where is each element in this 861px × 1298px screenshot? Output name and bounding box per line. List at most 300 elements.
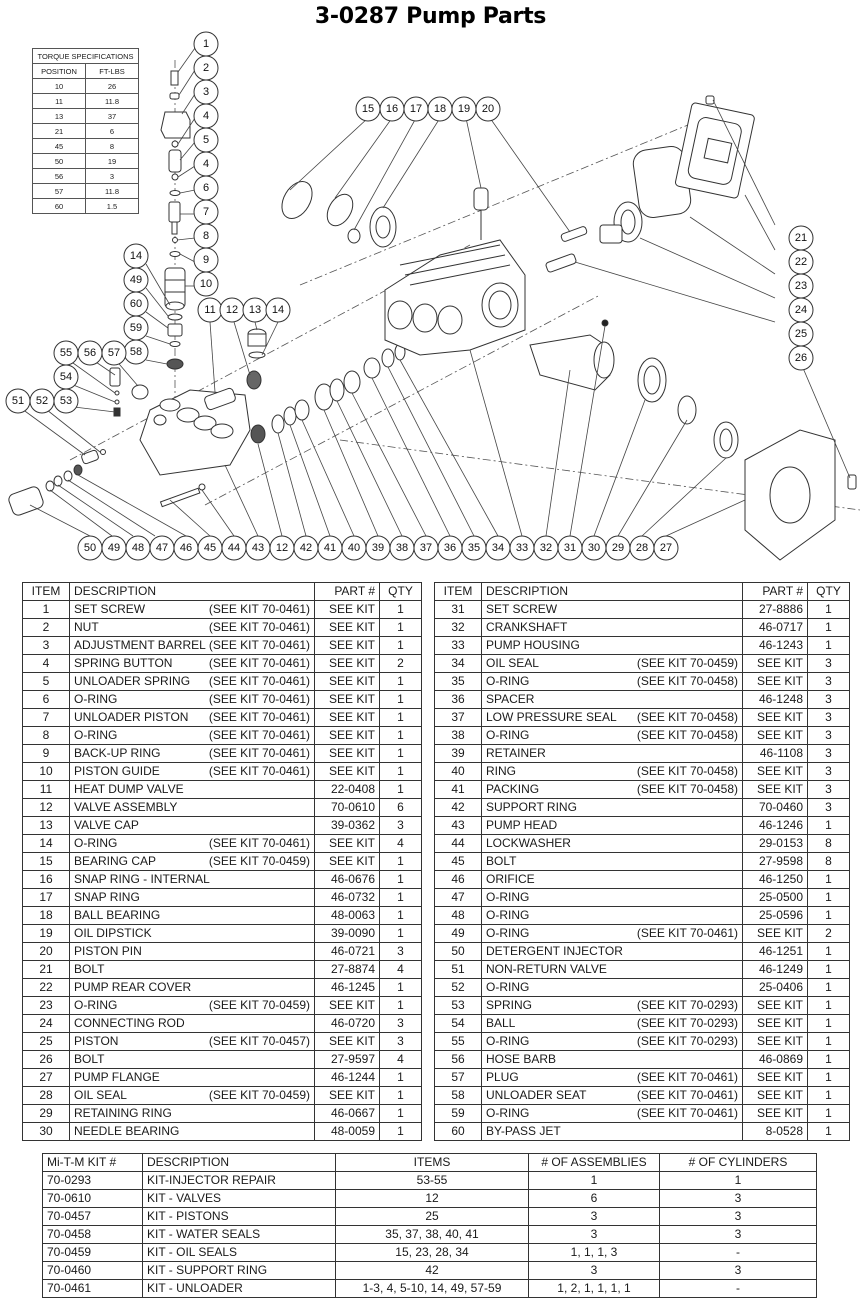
kit-reference: (SEE KIT 70-0459) bbox=[208, 854, 310, 868]
parts-row bbox=[435, 943, 850, 961]
parts-row bbox=[435, 907, 850, 925]
kit-row bbox=[43, 1280, 817, 1298]
kit-reference: (SEE KIT 70-0293) bbox=[636, 1016, 738, 1030]
callout-51 bbox=[6, 389, 30, 413]
part-number: 46-1248 bbox=[743, 691, 808, 709]
item-number: 55 bbox=[435, 1033, 482, 1051]
part-number: 70-0460 bbox=[743, 799, 808, 817]
item-description-cell bbox=[482, 853, 743, 871]
item-quantity: 8 bbox=[808, 835, 850, 853]
item-quantity: 1 bbox=[380, 763, 422, 781]
parts-row bbox=[435, 997, 850, 1015]
kits-table bbox=[42, 1153, 817, 1298]
callout-48 bbox=[126, 536, 150, 560]
part-number: 48-0059 bbox=[315, 1123, 380, 1141]
item-description-cell bbox=[70, 853, 315, 871]
item-quantity: 1 bbox=[380, 1105, 422, 1123]
svg-text:26: 26 bbox=[794, 352, 808, 364]
item-description-cell bbox=[482, 925, 743, 943]
item-quantity: 3 bbox=[380, 943, 422, 961]
item-description: BOLT bbox=[486, 854, 517, 868]
item-description-cell bbox=[482, 817, 743, 835]
kit-number: 70-0458 bbox=[43, 1226, 143, 1244]
parts-row bbox=[23, 781, 422, 799]
svg-text:38: 38 bbox=[395, 542, 409, 554]
description-wrap bbox=[486, 889, 738, 906]
col-header-items: ITEMS bbox=[336, 1154, 529, 1172]
item-description: HEAT DUMP VALVE bbox=[74, 782, 184, 796]
kit-reference: (SEE KIT 70-0461) bbox=[208, 710, 310, 724]
item-description: RETAINER bbox=[486, 746, 546, 760]
svg-text:22: 22 bbox=[794, 256, 808, 268]
callout-49 bbox=[124, 268, 148, 292]
item-number: 53 bbox=[435, 997, 482, 1015]
part-number: 29-0153 bbox=[743, 835, 808, 853]
parts-row bbox=[435, 781, 850, 799]
item-description-cell bbox=[482, 1069, 743, 1087]
parts-row bbox=[23, 1033, 422, 1051]
callout-25 bbox=[789, 322, 813, 346]
part-number: SEE KIT bbox=[315, 745, 380, 763]
svg-text:20: 20 bbox=[481, 103, 495, 115]
torque-position: 10 bbox=[33, 79, 86, 94]
item-number: 4 bbox=[23, 655, 70, 673]
description-wrap bbox=[486, 655, 738, 672]
part-number: 46-0732 bbox=[315, 889, 380, 907]
item-quantity: 3 bbox=[808, 763, 850, 781]
item-description: LOCKWASHER bbox=[486, 836, 571, 850]
item-number: 15 bbox=[23, 853, 70, 871]
kit-reference: (SEE KIT 70-0461) bbox=[208, 674, 310, 688]
col-header-assemblies: # OF ASSEMBLIES bbox=[529, 1154, 660, 1172]
parts-row bbox=[435, 889, 850, 907]
callout-59 bbox=[124, 316, 148, 340]
item-description: SPRING BUTTON bbox=[74, 656, 173, 670]
svg-text:6: 6 bbox=[202, 182, 210, 194]
parts-row bbox=[435, 817, 850, 835]
item-description: O-RING bbox=[486, 1034, 530, 1048]
svg-text:3: 3 bbox=[202, 86, 210, 98]
description-wrap bbox=[74, 1015, 310, 1032]
torque-position: 57 bbox=[33, 184, 86, 199]
parts-row bbox=[23, 727, 422, 745]
item-description-cell bbox=[70, 1069, 315, 1087]
part-number: SEE KIT bbox=[743, 1069, 808, 1087]
svg-text:59: 59 bbox=[129, 322, 143, 334]
kit-reference: (SEE KIT 70-0461) bbox=[636, 1070, 738, 1084]
callout-55 bbox=[54, 341, 78, 365]
kit-reference: (SEE KIT 70-0459) bbox=[208, 1088, 310, 1102]
description-wrap bbox=[486, 619, 738, 636]
torque-position: 60 bbox=[33, 199, 86, 214]
callout-20 bbox=[476, 97, 500, 121]
item-description-cell bbox=[70, 691, 315, 709]
torque-row bbox=[33, 79, 139, 94]
kit-reference: (SEE KIT 70-0461) bbox=[208, 728, 310, 742]
item-description-cell bbox=[70, 1087, 315, 1105]
svg-text:37: 37 bbox=[419, 542, 433, 554]
part-number: SEE KIT bbox=[743, 997, 808, 1015]
svg-text:29: 29 bbox=[611, 542, 625, 554]
item-description-cell bbox=[70, 925, 315, 943]
parts-row bbox=[23, 907, 422, 925]
parts-row bbox=[23, 709, 422, 727]
item-description-cell bbox=[70, 709, 315, 727]
part-number: SEE KIT bbox=[315, 709, 380, 727]
description-wrap bbox=[74, 1051, 310, 1068]
svg-text:7: 7 bbox=[202, 206, 210, 218]
item-number: 12 bbox=[23, 799, 70, 817]
parts-row bbox=[435, 673, 850, 691]
callout-10 bbox=[194, 272, 218, 296]
callout-6 bbox=[194, 176, 218, 200]
kit-cylinders: 1 bbox=[660, 1172, 817, 1190]
item-quantity: 1 bbox=[808, 1051, 850, 1069]
description-wrap bbox=[486, 907, 738, 924]
item-description: RETAINING RING bbox=[74, 1106, 172, 1120]
kit-assemblies: 6 bbox=[529, 1190, 660, 1208]
callout-8 bbox=[194, 224, 218, 248]
col-header-cylinders: # OF CYLINDERS bbox=[660, 1154, 817, 1172]
description-wrap bbox=[486, 961, 738, 978]
description-wrap bbox=[486, 673, 738, 690]
part-number: SEE KIT bbox=[315, 1087, 380, 1105]
description-wrap bbox=[74, 853, 310, 870]
item-number: 46 bbox=[435, 871, 482, 889]
torque-position: 13 bbox=[33, 109, 86, 124]
item-number: 48 bbox=[435, 907, 482, 925]
description-wrap bbox=[74, 907, 310, 924]
item-quantity: 1 bbox=[380, 637, 422, 655]
item-description-cell bbox=[70, 655, 315, 673]
svg-text:33: 33 bbox=[515, 542, 529, 554]
item-number: 39 bbox=[435, 745, 482, 763]
item-quantity: 3 bbox=[808, 745, 850, 763]
description-wrap bbox=[74, 889, 310, 906]
description-wrap bbox=[486, 781, 738, 798]
item-number: 58 bbox=[435, 1087, 482, 1105]
description-wrap bbox=[74, 781, 310, 798]
pump-housing-part bbox=[385, 240, 525, 355]
item-quantity: 3 bbox=[808, 781, 850, 799]
kit-number: 70-0461 bbox=[43, 1280, 143, 1298]
torque-ftlbs: 3 bbox=[86, 169, 139, 184]
item-number: 56 bbox=[435, 1051, 482, 1069]
part-number: SEE KIT bbox=[315, 853, 380, 871]
item-number: 24 bbox=[23, 1015, 70, 1033]
callout-40 bbox=[342, 536, 366, 560]
col-header-item: ITEM bbox=[435, 583, 482, 601]
kit-reference: (SEE KIT 70-0457) bbox=[208, 1034, 310, 1048]
item-quantity: 3 bbox=[380, 817, 422, 835]
item-number: 35 bbox=[435, 673, 482, 691]
item-number: 2 bbox=[23, 619, 70, 637]
torque-ftlbs: 19 bbox=[86, 154, 139, 169]
page-title: 3-0287 Pump Parts bbox=[314, 4, 547, 29]
item-description-cell bbox=[70, 961, 315, 979]
description-wrap bbox=[486, 853, 738, 870]
item-quantity: 1 bbox=[380, 745, 422, 763]
svg-text:30: 30 bbox=[587, 542, 601, 554]
callout-2 bbox=[194, 56, 218, 80]
item-description-cell bbox=[482, 961, 743, 979]
item-number: 41 bbox=[435, 781, 482, 799]
parts-row bbox=[435, 727, 850, 745]
svg-text:57: 57 bbox=[107, 347, 121, 359]
description-wrap bbox=[486, 835, 738, 852]
kit-reference: (SEE KIT 70-0293) bbox=[636, 998, 738, 1012]
item-description: PLUG bbox=[486, 1070, 519, 1084]
description-wrap bbox=[486, 745, 738, 762]
description-wrap bbox=[486, 1105, 738, 1122]
svg-text:39: 39 bbox=[371, 542, 385, 554]
svg-text:42: 42 bbox=[299, 542, 313, 554]
item-description: PISTON bbox=[74, 1034, 119, 1048]
item-description-cell bbox=[70, 1051, 315, 1069]
callout-7 bbox=[194, 200, 218, 224]
item-number: 49 bbox=[435, 925, 482, 943]
item-description-cell bbox=[70, 817, 315, 835]
part-number: 27-9598 bbox=[743, 853, 808, 871]
kit-assemblies: 1, 2, 1, 1, 1, 1 bbox=[529, 1280, 660, 1298]
item-number: 11 bbox=[23, 781, 70, 799]
item-description: O-RING bbox=[74, 692, 118, 706]
kit-row bbox=[43, 1190, 817, 1208]
seal-stack-parts bbox=[251, 344, 405, 443]
torque-ftlbs: 8 bbox=[86, 139, 139, 154]
description-wrap bbox=[486, 979, 738, 996]
item-number: 54 bbox=[435, 1015, 482, 1033]
kit-reference: (SEE KIT 70-0461) bbox=[636, 926, 738, 940]
item-number: 1 bbox=[23, 601, 70, 619]
item-number: 40 bbox=[435, 763, 482, 781]
item-description-cell bbox=[482, 907, 743, 925]
callout-60 bbox=[124, 292, 148, 316]
item-number: 20 bbox=[23, 943, 70, 961]
callout-26 bbox=[789, 346, 813, 370]
item-number: 18 bbox=[23, 907, 70, 925]
callout-37 bbox=[414, 536, 438, 560]
item-number: 10 bbox=[23, 763, 70, 781]
torque-row bbox=[33, 184, 139, 199]
item-description-cell bbox=[70, 997, 315, 1015]
item-quantity: 1 bbox=[808, 619, 850, 637]
part-number: 46-0869 bbox=[743, 1051, 808, 1069]
torque-row bbox=[33, 109, 139, 124]
description-wrap bbox=[486, 1051, 738, 1068]
description-wrap bbox=[74, 979, 310, 996]
svg-text:21: 21 bbox=[794, 232, 808, 244]
svg-text:40: 40 bbox=[347, 542, 361, 554]
item-quantity: 1 bbox=[380, 889, 422, 907]
kit-reference: (SEE KIT 70-0458) bbox=[636, 674, 738, 688]
item-quantity: 3 bbox=[808, 799, 850, 817]
kit-cylinders: - bbox=[660, 1244, 817, 1262]
torque-ftlbs: 11.8 bbox=[86, 94, 139, 109]
part-number: SEE KIT bbox=[743, 1087, 808, 1105]
parts-row bbox=[23, 655, 422, 673]
kit-assemblies: 3 bbox=[529, 1226, 660, 1244]
part-number: 46-0721 bbox=[315, 943, 380, 961]
svg-text:27: 27 bbox=[659, 542, 673, 554]
item-number: 47 bbox=[435, 889, 482, 907]
item-description: CONNECTING ROD bbox=[74, 1016, 185, 1030]
item-quantity: 1 bbox=[380, 691, 422, 709]
item-number: 9 bbox=[23, 745, 70, 763]
torque-ftlbs: 37 bbox=[86, 109, 139, 124]
description-wrap bbox=[74, 763, 310, 780]
callout-21 bbox=[789, 226, 813, 250]
torque-ftlbs: 6 bbox=[86, 124, 139, 139]
kit-row bbox=[43, 1244, 817, 1262]
description-wrap bbox=[486, 817, 738, 834]
svg-text:24: 24 bbox=[794, 304, 808, 316]
kit-row bbox=[43, 1226, 817, 1244]
svg-text:9: 9 bbox=[202, 254, 210, 266]
item-description-cell bbox=[482, 709, 743, 727]
part-number: 46-1246 bbox=[743, 817, 808, 835]
item-quantity: 1 bbox=[808, 997, 850, 1015]
item-description: DETERGENT INJECTOR bbox=[486, 944, 623, 958]
item-quantity: 1 bbox=[808, 1033, 850, 1051]
item-number: 28 bbox=[23, 1087, 70, 1105]
parts-row bbox=[23, 997, 422, 1015]
part-number: SEE KIT bbox=[315, 1033, 380, 1051]
item-description: NEEDLE BEARING bbox=[74, 1124, 180, 1138]
kit-items: 53-55 bbox=[336, 1172, 529, 1190]
svg-text:14: 14 bbox=[129, 250, 143, 262]
callout-53 bbox=[54, 389, 78, 413]
callout-58 bbox=[124, 340, 148, 364]
item-description: O-RING bbox=[486, 890, 530, 904]
parts-row bbox=[435, 1051, 850, 1069]
svg-text:31: 31 bbox=[563, 542, 577, 554]
item-number: 37 bbox=[435, 709, 482, 727]
part-number: SEE KIT bbox=[315, 835, 380, 853]
description-wrap bbox=[74, 709, 310, 726]
item-description: NON-RETURN VALVE bbox=[486, 962, 607, 976]
callout-47 bbox=[150, 536, 174, 560]
kit-description: KIT - PISTONS bbox=[143, 1208, 336, 1226]
parts-row bbox=[435, 619, 850, 637]
part-number: SEE KIT bbox=[315, 637, 380, 655]
item-quantity: 1 bbox=[808, 1123, 850, 1141]
item-quantity: 1 bbox=[808, 889, 850, 907]
item-description-cell bbox=[482, 943, 743, 961]
description-wrap bbox=[74, 691, 310, 708]
item-quantity: 1 bbox=[380, 979, 422, 997]
item-description-cell bbox=[482, 691, 743, 709]
torque-position: 11 bbox=[33, 94, 86, 109]
kit-cylinders: 3 bbox=[660, 1208, 817, 1226]
svg-text:11: 11 bbox=[204, 304, 216, 316]
item-description-cell bbox=[482, 835, 743, 853]
description-wrap bbox=[486, 997, 738, 1014]
parts-row bbox=[23, 979, 422, 997]
description-wrap bbox=[74, 1123, 310, 1140]
item-description-cell bbox=[482, 637, 743, 655]
callout-24 bbox=[789, 298, 813, 322]
item-quantity: 1 bbox=[808, 961, 850, 979]
item-description-cell bbox=[482, 673, 743, 691]
item-number: 17 bbox=[23, 889, 70, 907]
item-description-cell bbox=[70, 763, 315, 781]
part-number: 25-0406 bbox=[743, 979, 808, 997]
part-number: 39-0090 bbox=[315, 925, 380, 943]
kit-assemblies: 1 bbox=[529, 1172, 660, 1190]
parts-row bbox=[435, 709, 850, 727]
kit-description: KIT - VALVES bbox=[143, 1190, 336, 1208]
description-wrap bbox=[486, 1087, 738, 1104]
part-number: SEE KIT bbox=[743, 925, 808, 943]
kit-assemblies: 3 bbox=[529, 1208, 660, 1226]
item-number: 50 bbox=[435, 943, 482, 961]
svg-text:45: 45 bbox=[203, 542, 217, 554]
callout-49 bbox=[102, 536, 126, 560]
svg-text:36: 36 bbox=[443, 542, 457, 554]
part-number: 46-1243 bbox=[743, 637, 808, 655]
col-header-description: DESCRIPTION bbox=[482, 583, 743, 601]
item-description: OIL SEAL bbox=[74, 1088, 127, 1102]
parts-row bbox=[23, 1105, 422, 1123]
item-description-cell bbox=[482, 1105, 743, 1123]
callout-12 bbox=[220, 298, 244, 322]
item-description: SET SCREW bbox=[74, 602, 146, 616]
item-description: O-RING bbox=[486, 1106, 530, 1120]
item-number: 51 bbox=[435, 961, 482, 979]
item-description-cell bbox=[70, 673, 315, 691]
kit-number: 70-0457 bbox=[43, 1208, 143, 1226]
svg-text:23: 23 bbox=[794, 280, 808, 292]
part-number: SEE KIT bbox=[743, 727, 808, 745]
item-number: 31 bbox=[435, 601, 482, 619]
kit-reference: (SEE KIT 70-0461) bbox=[208, 638, 310, 652]
item-quantity: 4 bbox=[380, 835, 422, 853]
item-quantity: 1 bbox=[380, 907, 422, 925]
item-quantity: 1 bbox=[380, 997, 422, 1015]
callout-11 bbox=[198, 298, 222, 322]
svg-text:50: 50 bbox=[83, 542, 97, 554]
description-wrap bbox=[74, 925, 310, 942]
item-description-cell bbox=[70, 619, 315, 637]
item-description-cell bbox=[70, 943, 315, 961]
item-description: RING bbox=[486, 764, 516, 778]
item-description-cell bbox=[482, 1033, 743, 1051]
torque-table-heading: TORQUE SPECIFICATIONS bbox=[33, 49, 139, 64]
svg-text:14: 14 bbox=[271, 304, 285, 316]
parts-row bbox=[23, 871, 422, 889]
callout-35 bbox=[462, 536, 486, 560]
parts-row bbox=[435, 961, 850, 979]
parts-table-right bbox=[434, 582, 850, 1141]
svg-text:4: 4 bbox=[202, 158, 210, 170]
item-description-cell bbox=[70, 1015, 315, 1033]
parts-row bbox=[23, 1123, 422, 1141]
item-description: BOLT bbox=[74, 1052, 105, 1066]
torque-row bbox=[33, 139, 139, 154]
kit-items: 35, 37, 38, 40, 41 bbox=[336, 1226, 529, 1244]
callout-52 bbox=[30, 389, 54, 413]
torque-col-ftlbs: FT-LBS bbox=[86, 64, 139, 79]
item-description: O-RING bbox=[74, 836, 118, 850]
item-number: 16 bbox=[23, 871, 70, 889]
parts-row bbox=[23, 817, 422, 835]
part-number: SEE KIT bbox=[315, 997, 380, 1015]
item-quantity: 1 bbox=[380, 727, 422, 745]
svg-text:12: 12 bbox=[275, 542, 289, 554]
item-number: 52 bbox=[435, 979, 482, 997]
parts-row bbox=[23, 889, 422, 907]
